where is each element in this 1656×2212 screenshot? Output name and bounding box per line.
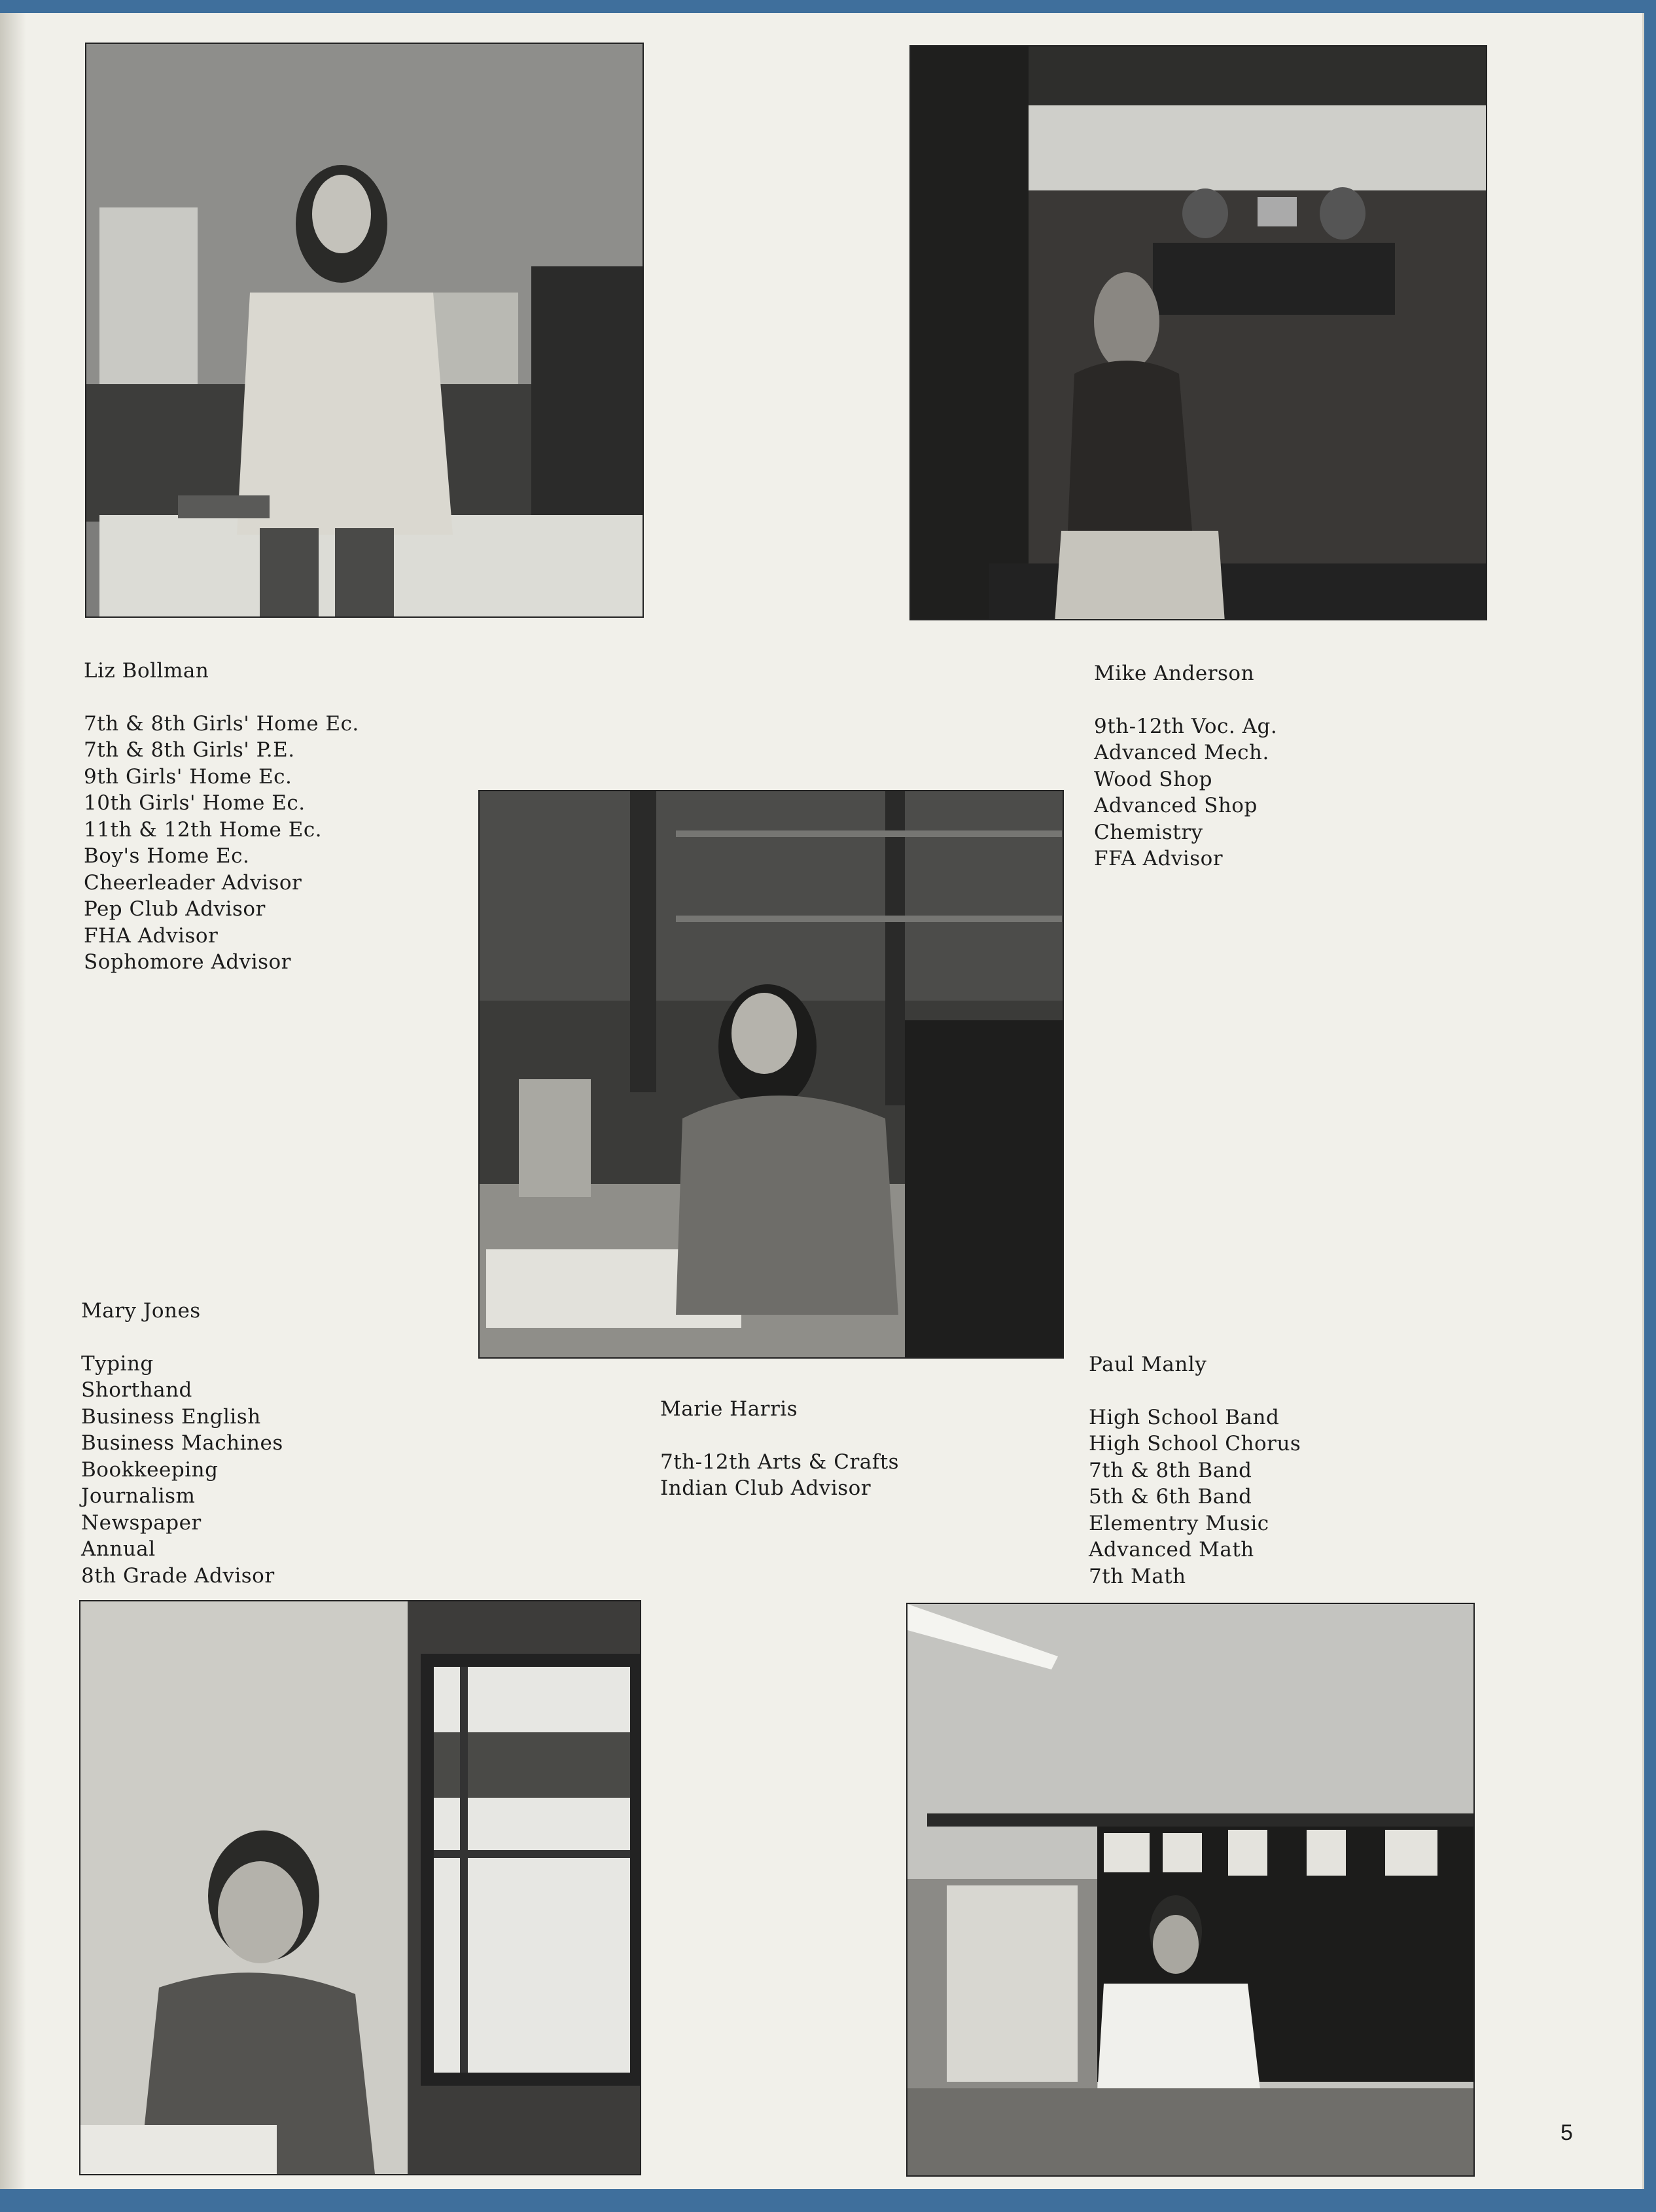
subject-item: Advanced Mech. [1094, 741, 1269, 764]
spine-shadow [0, 13, 26, 2189]
subject-item: 9th Girls' Home Ec. [84, 764, 292, 789]
photo-marie-harris [480, 791, 1063, 1357]
subject-item: FFA Advisor [1094, 847, 1224, 870]
subject-item: Wood Shop [1094, 767, 1212, 791]
subject-item: Annual [81, 1537, 156, 1561]
subject-item: Advanced Shop [1094, 794, 1258, 817]
teacher-name: Mike Anderson [1094, 662, 1255, 685]
subject-item: 10th Girls' Home Ec. [84, 791, 306, 815]
caption-marie-harris [660, 1396, 899, 1502]
subject-item: Bookkeeping [81, 1457, 219, 1482]
subject-item: 7th-12th Arts & Crafts [660, 1450, 900, 1474]
subject-item: High School Band [1089, 1405, 1280, 1429]
subject-item: Chemistry [1094, 820, 1203, 844]
subject-item: Advanced Math [1089, 1538, 1254, 1561]
photo-mary-jones [80, 1601, 640, 2174]
photo-liz-bollman [86, 44, 643, 616]
subject-item: Newspaper [81, 1510, 202, 1535]
photo-paul-manly [907, 1604, 1473, 2175]
teacher-name: Paul Manly [1089, 1353, 1207, 1376]
caption-paul-manly [1089, 1351, 1301, 1590]
teacher-name: Liz Bollman [84, 659, 209, 683]
subject-item: Boy's Home Ec. [84, 844, 250, 868]
subject-item: 11th & 12th Home Ec. [84, 817, 323, 842]
subject-item: Cheerleader Advisor [84, 870, 302, 895]
subject-item: 9th-12th Voc. Ag. [1094, 714, 1278, 738]
subject-item: Indian Club Advisor [660, 1476, 872, 1500]
teacher-name: Marie Harris [660, 1397, 798, 1421]
photo-mike-anderson [911, 46, 1486, 619]
subject-item: Shorthand [81, 1378, 192, 1402]
subject-item: FHA Advisor [84, 923, 219, 948]
subject-item: 7th & 8th Girls' P.E. [84, 738, 295, 762]
teacher-name: Mary Jones [81, 1299, 201, 1323]
subject-item: Journalism [81, 1484, 196, 1508]
subject-item: 7th & 8th Band [1089, 1458, 1252, 1482]
subject-item: Pep Club Advisor [84, 897, 266, 921]
caption-mary-jones [81, 1298, 283, 1589]
subject-item: Sophomore Advisor [84, 950, 292, 974]
subject-item: 7th Math [1089, 1564, 1186, 1588]
page-number: 5 [1560, 2120, 1573, 2145]
subject-item: Typing [81, 1351, 154, 1376]
subject-item: Elementry Music [1089, 1511, 1269, 1535]
subject-item: 7th & 8th Girls' Home Ec. [84, 711, 359, 736]
yearbook-page [0, 13, 1644, 2189]
caption-mike-anderson [1094, 660, 1277, 872]
caption-liz-bollman [84, 658, 359, 976]
subject-item: High School Chorus [1089, 1432, 1301, 1455]
subject-item: Business English [81, 1404, 261, 1429]
subject-item: 8th Grade Advisor [81, 1563, 275, 1588]
subject-item: Business Machines [81, 1431, 283, 1455]
subject-item: 5th & 6th Band [1089, 1485, 1252, 1508]
